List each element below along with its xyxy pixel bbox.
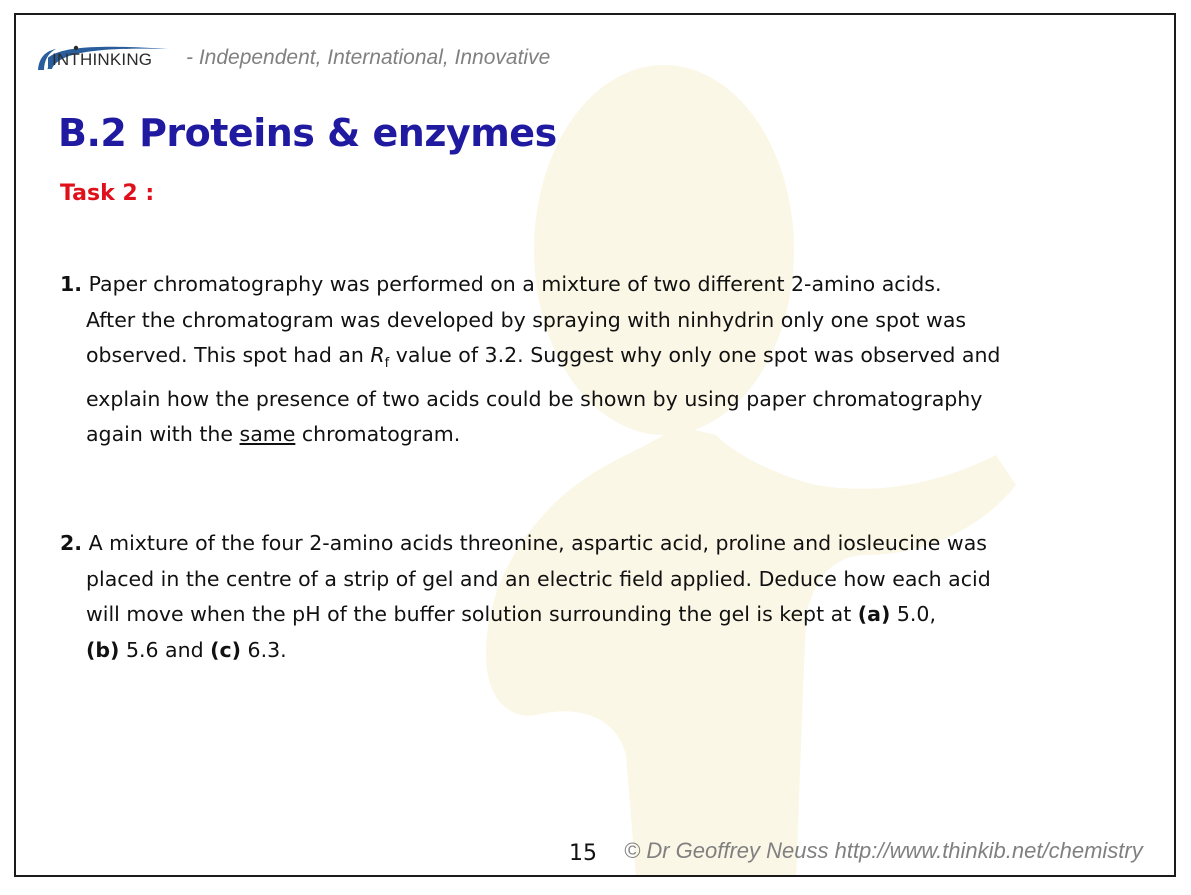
page-title: B.2 Proteins & enzymes xyxy=(58,111,557,155)
question-2 xyxy=(60,526,1160,668)
question-1-line-2: After the chromatogram was developed by spraying with ninhydrin only one spot was xyxy=(86,307,967,332)
question-2-line-2: placed in the centre of a strip of gel and an electric field applied. Deduce how each acid xyxy=(86,566,991,591)
copyright-footer: © Dr Geoffrey Neuss http://www.thinkib.net/chemistry xyxy=(624,838,1143,863)
task-label: Task 2 : xyxy=(60,181,155,206)
logo-text: INTHINKING xyxy=(52,50,153,69)
question-1-number: 1. xyxy=(60,272,83,296)
part-b-label: (b) xyxy=(86,637,120,662)
part-c-label: (c) xyxy=(210,637,242,662)
question-1 xyxy=(60,267,1160,453)
tagline: - Independent, International, Innovative xyxy=(186,46,551,69)
rf-symbol: $R_f$ xyxy=(370,343,390,372)
question-2-line-4: (b) 5.6 and (c) 6.3. xyxy=(86,637,287,662)
question-2-number: 2. xyxy=(60,531,83,555)
question-2-line-1: 2. A mixture of the four 2-amino acids threonine, aspartic acid, proline and iosleucine was xyxy=(60,531,987,555)
question-1-line-3: observed. This spot had an $R_f$ value of 3.2. Suggest why only one spot was observed and xyxy=(86,343,1001,372)
question-1-line-1: 1. Paper chromatography was performed on a mixture of two different 2-amino acids. xyxy=(60,272,942,296)
underlined-same: same xyxy=(239,422,296,447)
inthinking-logo xyxy=(36,39,176,75)
slide xyxy=(14,13,1176,877)
part-a-label: (a) xyxy=(857,602,891,626)
question-2-line-3: will move when the pH of the buffer solution surrounding the gel is kept at (a) 5.0, xyxy=(86,602,936,626)
page-number: 15 xyxy=(569,841,597,866)
question-1-line-5: again with the same chromatogram. xyxy=(86,422,461,447)
question-1-line-4: explain how the presence of two acids could be shown by using paper chromatography xyxy=(86,386,983,411)
